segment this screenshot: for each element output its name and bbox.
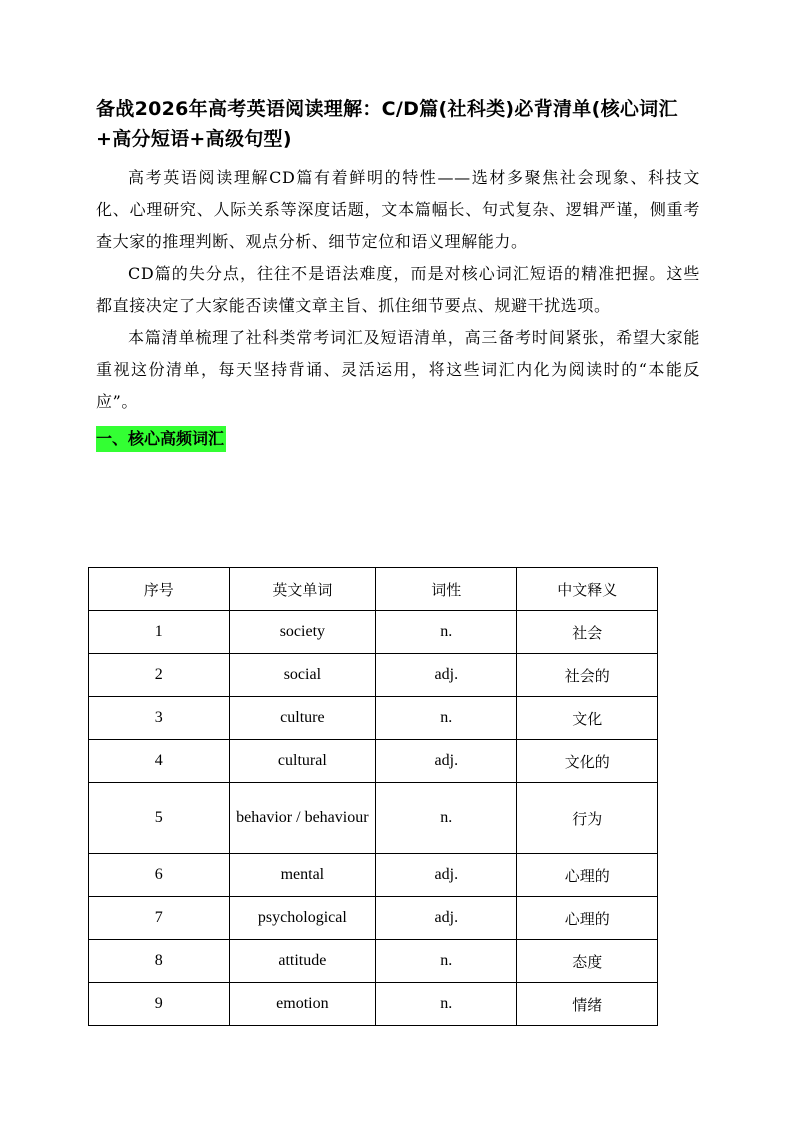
row-meaning: 情绪	[517, 983, 658, 1026]
row-meaning: 社会	[517, 611, 658, 654]
row-meaning: 文化	[517, 697, 658, 740]
table-row	[89, 740, 658, 783]
row-number: 3	[89, 697, 230, 740]
table-row	[89, 940, 658, 983]
row-pos: adj.	[376, 897, 517, 940]
row-word: behavior / behaviour	[229, 783, 376, 854]
row-number: 6	[89, 854, 230, 897]
table-row	[89, 697, 658, 740]
table-row	[89, 897, 658, 940]
row-meaning: 态度	[517, 940, 658, 983]
row-pos: n.	[376, 940, 517, 983]
row-pos: n.	[376, 983, 517, 1026]
row-word: culture	[229, 697, 376, 740]
intro-paragraph-3: 本篇清单梳理了社科类常考词汇及短语清单，高三备考时间紧张，希望大家能重视这份清单，每天坚持背诵、灵活运用，将这些词汇内化为阅读时的“本能反应”。	[96, 328, 700, 411]
header-english-word: 英文单词	[229, 568, 376, 611]
table-row	[89, 983, 658, 1026]
row-number: 7	[89, 897, 230, 940]
intro-paragraph-2: CD篇的失分点，往往不是语法难度，而是对核心词汇短语的精准把握。这些都直接决定了大家能否读懂文章主旨、抓住细节要点、规避干扰选项。	[96, 264, 700, 315]
table-row	[89, 783, 658, 854]
document-page	[96, 94, 700, 456]
row-pos: adj.	[376, 740, 517, 783]
row-pos: adj.	[376, 854, 517, 897]
table-header-row	[89, 568, 658, 611]
table-row	[89, 854, 658, 897]
header-chinese-meaning: 中文释义	[517, 568, 658, 611]
header-part-of-speech: 词性	[376, 568, 517, 611]
row-number: 1	[89, 611, 230, 654]
row-word: psychological	[229, 897, 376, 940]
table-row	[89, 654, 658, 697]
row-number: 2	[89, 654, 230, 697]
row-pos: n.	[376, 697, 517, 740]
row-meaning: 社会的	[517, 654, 658, 697]
row-meaning: 心理的	[517, 854, 658, 897]
row-pos: n.	[376, 783, 517, 854]
row-pos: adj.	[376, 654, 517, 697]
row-word: society	[229, 611, 376, 654]
section-heading: 一、核心高频词汇	[96, 426, 226, 452]
row-meaning: 文化的	[517, 740, 658, 783]
row-word: mental	[229, 854, 376, 897]
row-meaning: 心理的	[517, 897, 658, 940]
row-word: emotion	[229, 983, 376, 1026]
section-heading-wrap	[96, 426, 700, 456]
intro-paragraph-1: 高考英语阅读理解CD篇有着鲜明的特性——选材多聚焦社会现象、科技文化、心理研究、人际关系等深度话题，文本篇幅长、句式复杂、逻辑严谨，侧重考查大家的推理判断、观点分析、细节定位和语义理解能力。	[96, 168, 700, 251]
row-word: social	[229, 654, 376, 697]
table-row	[89, 611, 658, 654]
row-number: 5	[89, 783, 230, 854]
vocabulary-table	[88, 567, 658, 1026]
row-word: attitude	[229, 940, 376, 983]
header-number: 序号	[89, 568, 230, 611]
row-pos: n.	[376, 611, 517, 654]
document-title: 备战2026年高考英语阅读理解：C/D篇(社科类)必背清单(核心词汇+高分短语+高级句型)	[96, 98, 678, 150]
row-number: 8	[89, 940, 230, 983]
row-word: cultural	[229, 740, 376, 783]
row-number: 4	[89, 740, 230, 783]
row-meaning: 行为	[517, 783, 658, 854]
row-number: 9	[89, 983, 230, 1026]
